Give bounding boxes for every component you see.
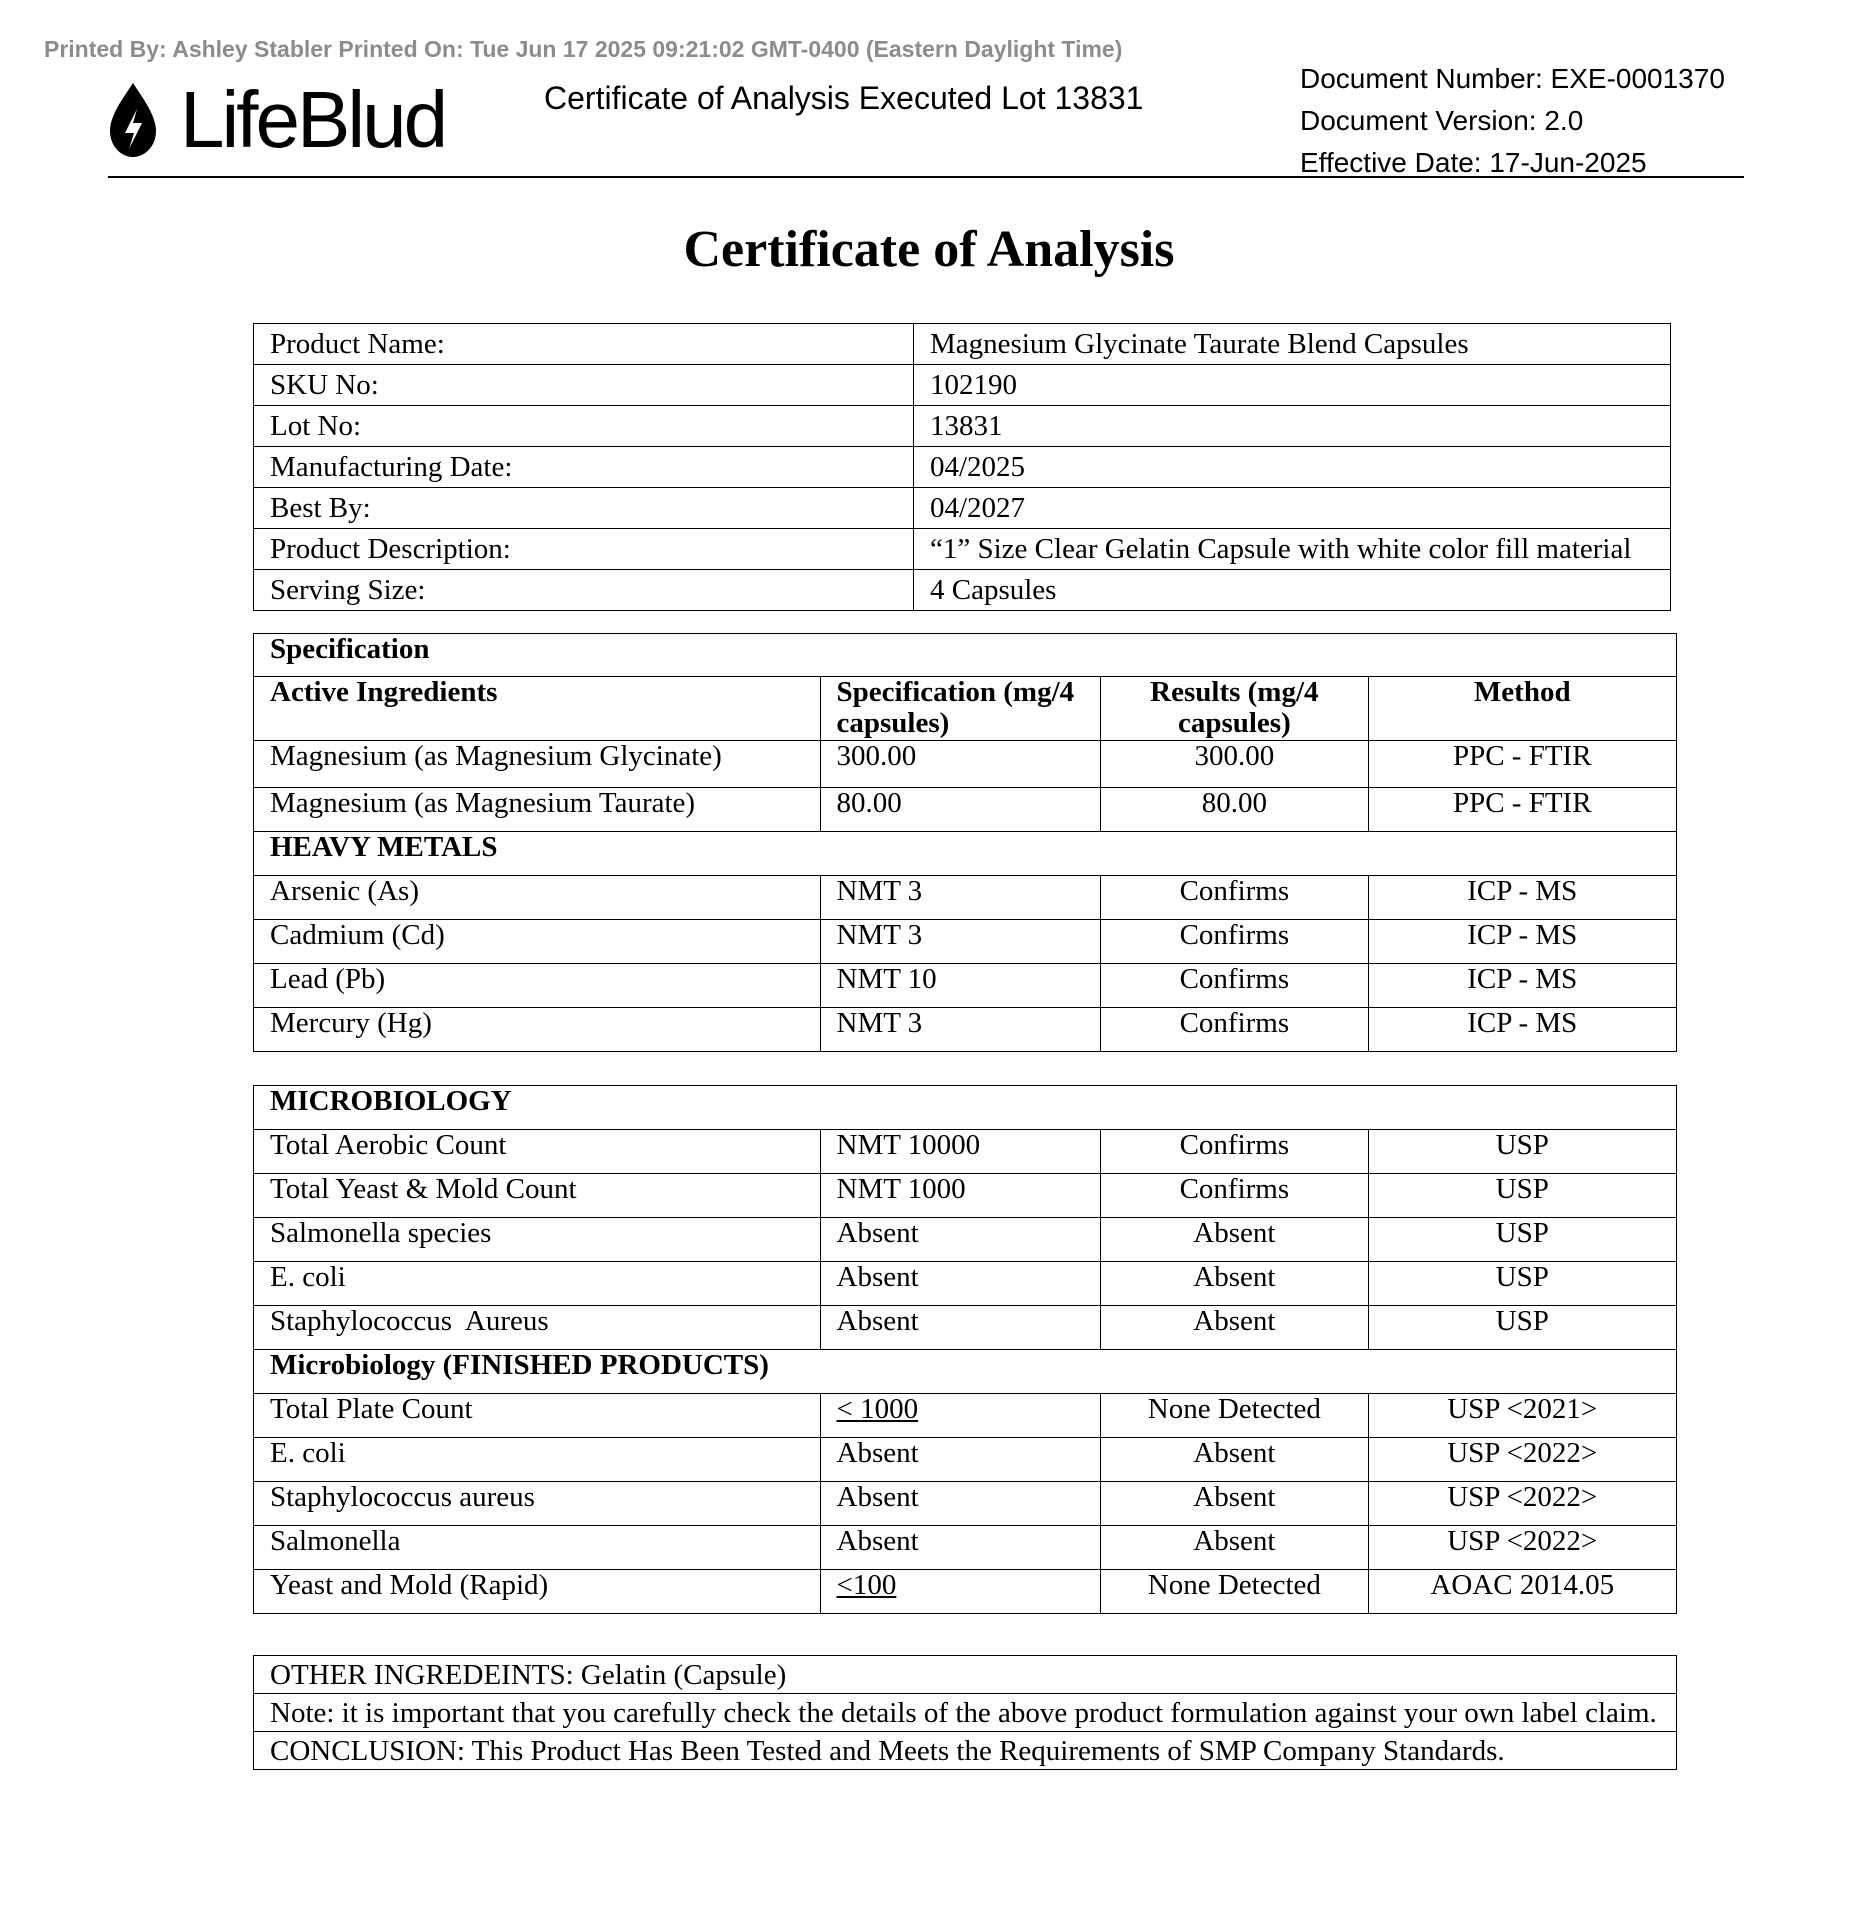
cell-result: Confirms	[1101, 1130, 1368, 1174]
table-row	[254, 1732, 1677, 1770]
cell-spec: NMT 3	[820, 1008, 1101, 1052]
cell-name: Magnesium (as Magnesium Taurate)	[254, 788, 821, 832]
cell-name: Mercury (Hg)	[254, 1008, 821, 1052]
cell-spec: < 1000	[820, 1394, 1101, 1438]
cell-result: Confirms	[1101, 1174, 1368, 1218]
document-number: Document Number: EXE-0001370	[1300, 63, 1725, 94]
table-row	[254, 741, 1677, 788]
section-title: Microbiology (FINISHED PRODUCTS)	[254, 1350, 1677, 1394]
row-label: Manufacturing Date:	[254, 447, 914, 488]
cell-spec: NMT 3	[820, 920, 1101, 964]
cell-result: Confirms	[1101, 964, 1368, 1008]
printed-by-line: Printed By: Ashley Stabler Printed On: Tue Jun 17 2025 09:21:02 GMT-0400 (Eastern Daylight Time)	[44, 36, 1123, 62]
column-header: Specification (mg/4 capsules)	[820, 677, 1101, 741]
cell-method: AOAC 2014.05	[1368, 1570, 1676, 1614]
column-header: Results (mg/4 capsules)	[1101, 677, 1368, 741]
cell-name: E. coli	[254, 1438, 821, 1482]
cell-name: Arsenic (As)	[254, 876, 821, 920]
cell-spec: Absent	[820, 1438, 1101, 1482]
cell-method: ICP - MS	[1368, 920, 1676, 964]
cell-result: 80.00	[1101, 788, 1368, 832]
table-row	[254, 1438, 1677, 1482]
cell-result: Absent	[1101, 1438, 1368, 1482]
table-row	[254, 570, 1671, 611]
table-row	[254, 324, 1671, 365]
cell-name: Total Yeast & Mold Count	[254, 1174, 821, 1218]
cell-name: Staphylococcus aureus	[254, 1482, 821, 1526]
cell-method: USP <2022>	[1368, 1482, 1676, 1526]
table-row	[254, 1218, 1677, 1262]
section-title: Specification	[254, 634, 1677, 677]
notes-table	[253, 1655, 1677, 1770]
header-title: Certificate of Analysis Executed Lot 13831	[544, 80, 1144, 116]
cell-result: Absent	[1101, 1262, 1368, 1306]
section-header-row	[254, 832, 1677, 876]
row-value: 13831	[914, 406, 1671, 447]
row-value: 102190	[914, 365, 1671, 406]
table-row	[254, 1262, 1677, 1306]
microbiology-table	[253, 1085, 1677, 1614]
row-value: 04/2025	[914, 447, 1671, 488]
cell-result: None Detected	[1101, 1570, 1368, 1614]
table-row	[254, 920, 1677, 964]
cell-result: Absent	[1101, 1482, 1368, 1526]
logo-wordmark: LifeBlud	[180, 75, 446, 164]
table-row	[254, 1130, 1677, 1174]
conclusion: CONCLUSION: This Product Has Been Tested and Meets the Requirements of SMP Company Standards.	[254, 1732, 1677, 1770]
cell-name: Cadmium (Cd)	[254, 920, 821, 964]
section-header-row	[254, 634, 1677, 677]
row-value: 04/2027	[914, 488, 1671, 529]
cell-method: PPC - FTIR	[1368, 788, 1676, 832]
document-info	[1300, 58, 1725, 184]
row-value: Magnesium Glycinate Taurate Blend Capsules	[914, 324, 1671, 365]
product-info-table	[253, 323, 1671, 611]
row-label: Product Name:	[254, 324, 914, 365]
document-title: Certificate of Analysis	[683, 221, 1175, 278]
document-version: Document Version: 2.0	[1300, 105, 1584, 136]
cell-spec: Absent	[820, 1306, 1101, 1350]
cell-result: Confirms	[1101, 920, 1368, 964]
cell-name: Salmonella	[254, 1526, 821, 1570]
cell-name: Total Plate Count	[254, 1394, 821, 1438]
cell-method: USP	[1368, 1262, 1676, 1306]
table-row	[254, 529, 1671, 570]
cell-method: PPC - FTIR	[1368, 741, 1676, 788]
cell-method: ICP - MS	[1368, 964, 1676, 1008]
table-row	[254, 1482, 1677, 1526]
table-row	[254, 365, 1671, 406]
company-logo	[108, 75, 446, 164]
table-row	[254, 488, 1671, 529]
table-row	[254, 1656, 1677, 1694]
cell-spec: NMT 1000	[820, 1174, 1101, 1218]
cell-method: USP	[1368, 1174, 1676, 1218]
cell-spec: Absent	[820, 1218, 1101, 1262]
cell-method: ICP - MS	[1368, 876, 1676, 920]
cell-name: Salmonella species	[254, 1218, 821, 1262]
row-label: Product Description:	[254, 529, 914, 570]
cell-result: Absent	[1101, 1306, 1368, 1350]
cell-spec: NMT 10	[820, 964, 1101, 1008]
row-value: “1” Size Clear Gelatin Capsule with white color fill material	[914, 529, 1671, 570]
cell-method: USP <2022>	[1368, 1438, 1676, 1482]
cell-result: Absent	[1101, 1218, 1368, 1262]
table-row	[254, 964, 1677, 1008]
blood-drop-bolt-icon	[108, 81, 158, 159]
cell-spec: Absent	[820, 1482, 1101, 1526]
other-ingredients: OTHER INGREDEINTS: Gelatin (Capsule)	[254, 1656, 1677, 1694]
cell-spec: 80.00	[820, 788, 1101, 832]
section-title: HEAVY METALS	[254, 832, 1677, 876]
cell-spec: Absent	[820, 1262, 1101, 1306]
table-row	[254, 406, 1671, 447]
cell-spec: 300.00	[820, 741, 1101, 788]
cell-spec: Absent	[820, 1526, 1101, 1570]
section-title: MICROBIOLOGY	[254, 1086, 1677, 1130]
cell-name: Total Aerobic Count	[254, 1130, 821, 1174]
cell-name: Lead (Pb)	[254, 964, 821, 1008]
cell-method: USP	[1368, 1306, 1676, 1350]
table-row	[254, 876, 1677, 920]
row-label: Lot No:	[254, 406, 914, 447]
cell-spec: NMT 10000	[820, 1130, 1101, 1174]
cell-result: 300.00	[1101, 741, 1368, 788]
table-row	[254, 1394, 1677, 1438]
table-row	[254, 1526, 1677, 1570]
cell-name: E. coli	[254, 1262, 821, 1306]
cell-name: Magnesium (as Magnesium Glycinate)	[254, 741, 821, 788]
table-row	[254, 447, 1671, 488]
specification-table	[253, 633, 1677, 1052]
cell-name: Staphylococcus Aureus	[254, 1306, 821, 1350]
cell-method: USP <2021>	[1368, 1394, 1676, 1438]
cell-method: USP	[1368, 1130, 1676, 1174]
effective-date: Effective Date: 17-Jun-2025	[1300, 147, 1647, 178]
cell-spec: <100	[820, 1570, 1101, 1614]
row-label: SKU No:	[254, 365, 914, 406]
table-row	[254, 1694, 1677, 1732]
cell-result: Absent	[1101, 1526, 1368, 1570]
table-row	[254, 1306, 1677, 1350]
table-row	[254, 1008, 1677, 1052]
table-row	[254, 1570, 1677, 1614]
section-header-row	[254, 1350, 1677, 1394]
header-divider	[108, 176, 1744, 178]
column-header: Method	[1368, 677, 1676, 741]
cell-spec: NMT 3	[820, 876, 1101, 920]
cell-result: Confirms	[1101, 1008, 1368, 1052]
cell-result: None Detected	[1101, 1394, 1368, 1438]
column-header: Active Ingredients	[254, 677, 821, 741]
table-row	[254, 1174, 1677, 1218]
column-header-row	[254, 677, 1677, 741]
cell-method: USP <2022>	[1368, 1526, 1676, 1570]
table-row	[254, 788, 1677, 832]
row-value: 4 Capsules	[914, 570, 1671, 611]
row-label: Best By:	[254, 488, 914, 529]
cell-result: Confirms	[1101, 876, 1368, 920]
cell-method: ICP - MS	[1368, 1008, 1676, 1052]
cell-method: USP	[1368, 1218, 1676, 1262]
cell-name: Yeast and Mold (Rapid)	[254, 1570, 821, 1614]
section-header-row	[254, 1086, 1677, 1130]
formulation-note: Note: it is important that you carefully check the details of the above product formulation against your own label claim.	[254, 1694, 1677, 1732]
row-label: Serving Size:	[254, 570, 914, 611]
